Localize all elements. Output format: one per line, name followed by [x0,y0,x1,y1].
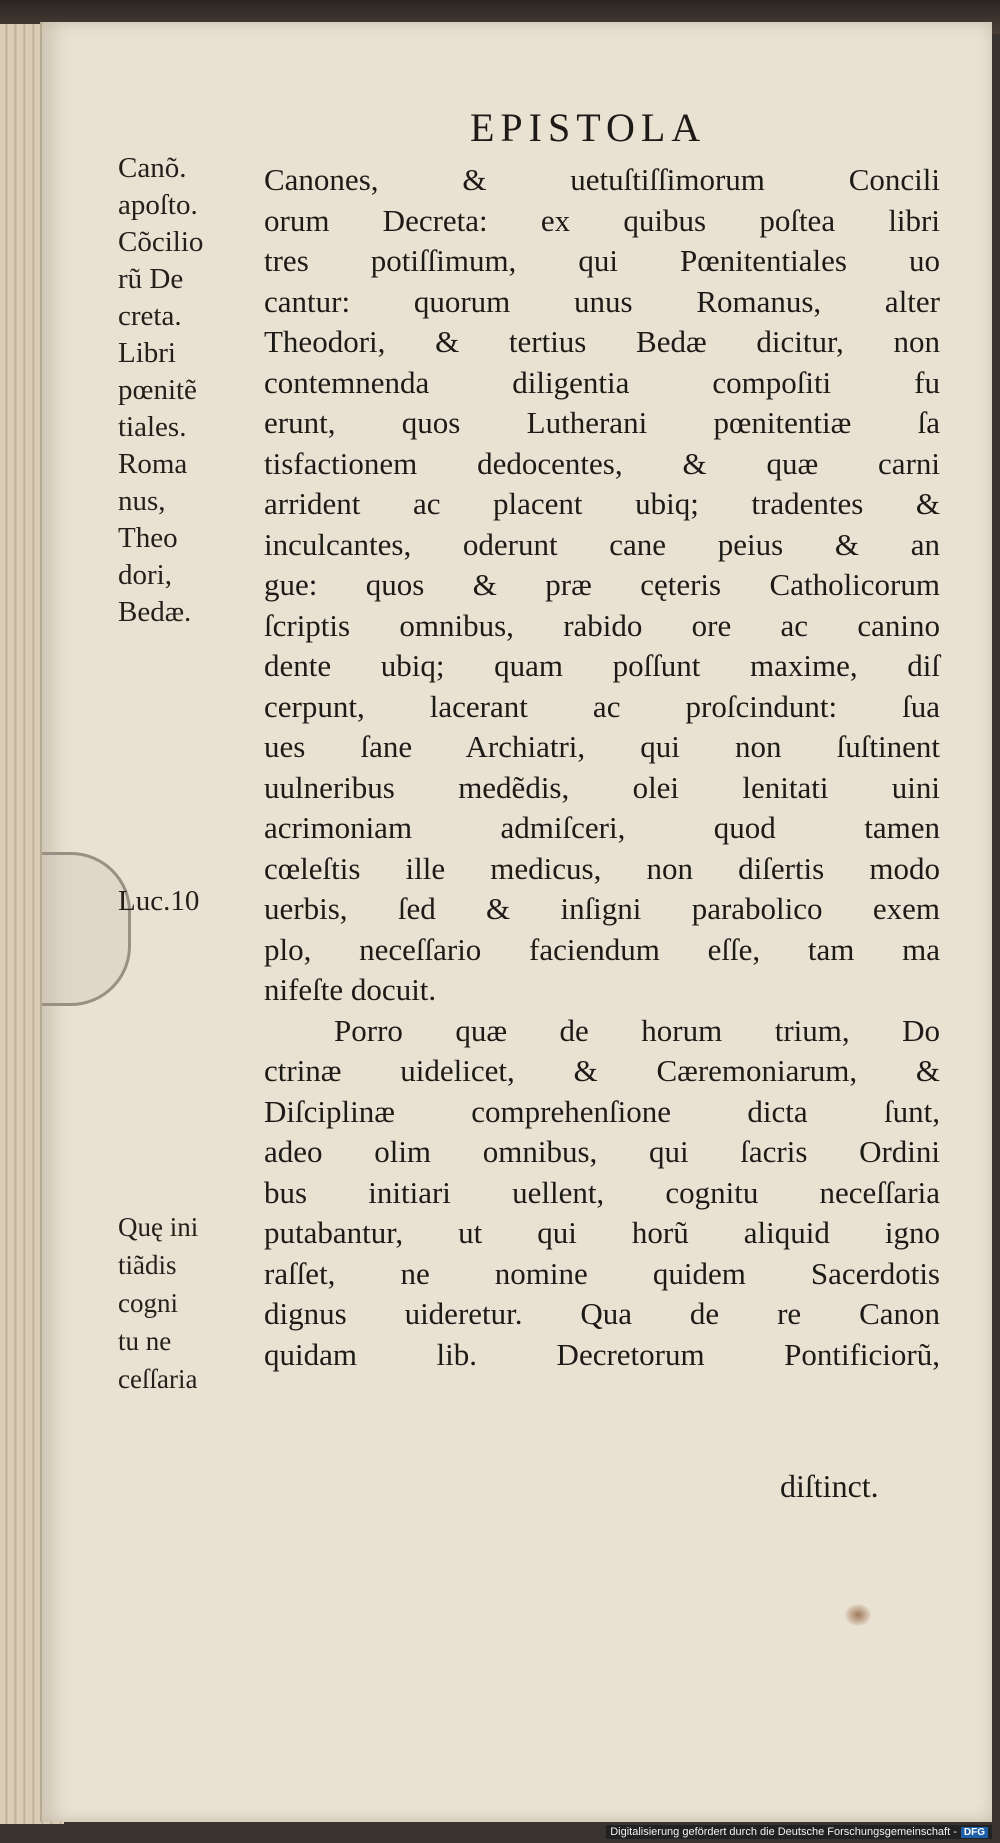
text-line: arrident ac placent ubiq; tradentes & [264,486,940,521]
margin-note-line: Canõ. [118,152,187,184]
text-line: cerpunt, lacerant ac proſcindunt: ſua [264,688,940,724]
text-line: ctrinæ uidelicet, & Cæremoniarum, & [264,1053,940,1088]
margin-note-line: nus, [118,485,166,517]
dfg-logo: DFG [961,1827,988,1838]
margin-note-line: Luc.10 [118,885,200,917]
margin-note-line: Quę ini [118,1212,199,1242]
text-line: ues ſane Archiatri, qui non ſuſtinent [264,729,940,764]
text-line: tres potiſſimum, qui Pœnitentiales uo [264,243,940,278]
margin-note-line: Roma [118,448,188,480]
text-line: nifeſte docuit. [264,972,437,1007]
credit-text: Digitalisierung gefördert durch die Deutsche Forschungsgemeinschaft - [610,1826,957,1838]
text-line: Canones, & uetuſtiſſimorum Concili [264,162,940,197]
digitization-credit [606,1825,992,1839]
margin-note-line: creta. [118,300,182,332]
margin-note-line: dori, [118,559,172,591]
text-line: dente ubiq; quam poſſunt maxime, diſ [264,648,940,683]
text-line: orum Decreta: ex quibus poſtea libri [264,202,940,238]
text-line: Diſciplinæ comprehenſione dicta ſunt, [264,1093,940,1129]
text-line: cantur: quorum unus Romanus, alter [264,283,940,319]
margin-note [118,150,248,631]
text-line: adeo olim omnibus, qui ſacris Ordini [264,1134,940,1169]
margin-note-line: ceſſaria [118,1364,198,1394]
text-line: cœleſtis ille medicus, non diſertis modo [264,850,940,886]
text-line: Theodori, & tertius Bedæ dicitur, non [264,324,940,359]
text-line: plo, neceſſario faciendum eſſe, tam ma [264,931,940,967]
text-line: uulneribus medẽdis, olei lenitati uini [264,769,940,805]
text-line: gue: quos & præ cęteris Catholicorum [264,567,940,602]
bookmark-ribbon [42,852,131,1006]
paragraph [264,1011,940,1376]
margin-note-line: apoſto. [118,189,198,221]
margin-note-line: cogni [118,1288,178,1318]
margin-note-line: tu ne [118,1326,172,1356]
text-line: bus initiari uellent, cognitu neceſſaria [264,1174,940,1210]
text-line: quidam lib. Decretorum Pontificiorũ, [264,1336,940,1372]
text-line: putabantur, ut qui horũ aliquid igno [264,1215,940,1250]
margin-note-line: Cõcilio [118,226,204,258]
margin-note-line: tiãdis [118,1250,177,1280]
text-line: ſcriptis omnibus, rabido ore ac canino [264,607,940,643]
running-header: EPISTOLA [470,105,707,150]
margin-note [118,883,248,920]
margin-note-line: Theo [118,522,178,554]
text-line: dignus uideretur. Qua de re Canon [264,1296,940,1331]
margin-note-line: tiales. [118,411,187,443]
margin-note-line: Bedæ. [118,596,192,628]
text-line: Porro quæ de horum trium, Do [334,1012,940,1048]
margin-note-line: Libri [118,337,176,369]
text-line: inculcantes, oderunt cane peius & an [264,526,940,562]
text-line: acrimoniam admiſceri, quod tamen [264,810,940,845]
margin-note [118,1208,248,1398]
body-text [264,160,940,1375]
paper-stain [845,1604,871,1626]
paragraph [264,160,940,1011]
text-line: uerbis, ſed & inſigni parabolico exem [264,891,940,926]
catchword: diſtinct. [780,1468,879,1504]
text-line: raſſet, ne nomine quidem Sacerdotis [264,1255,940,1291]
text-line: erunt, quos Lutherani pœnitentiæ ſa [264,405,940,440]
margin-note-line: pœnitẽ [118,374,197,406]
text-line: tisfactionem dedocentes, & quæ carni [264,445,940,481]
margin-note-line: rũ De [118,263,184,295]
text-line: contemnenda diligentia compoſiti fu [264,364,940,400]
